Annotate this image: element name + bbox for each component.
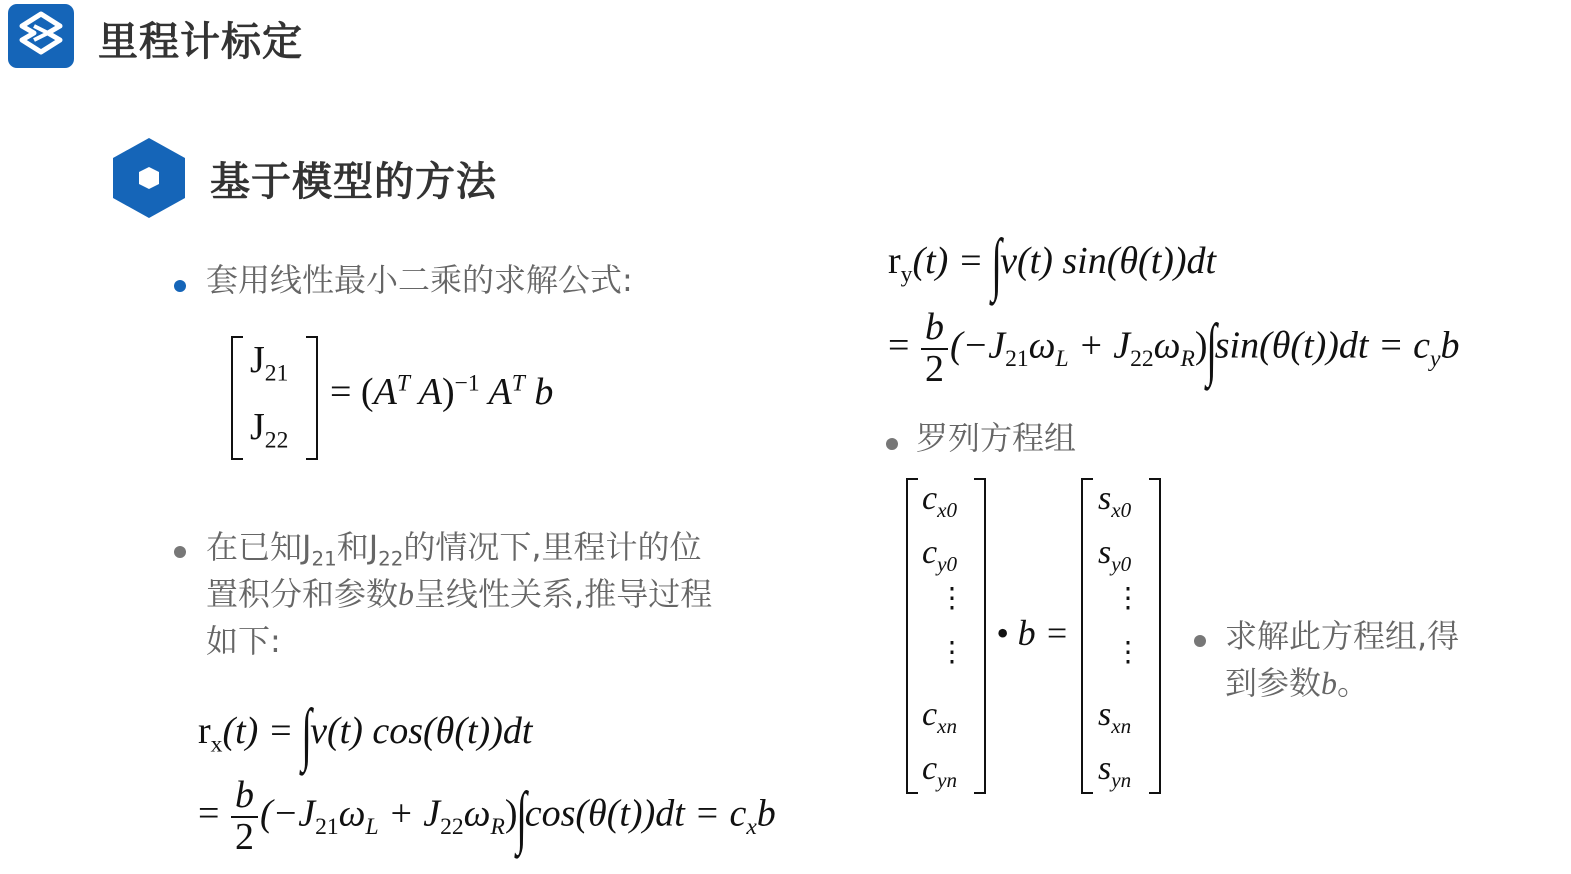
c-matrix-bracket-right: [974, 478, 986, 794]
c-x0: $c_{x0}$: [922, 480, 957, 522]
logo-icon: [8, 4, 74, 68]
matrix-equals: • b =: [996, 613, 1069, 653]
c-vdots-1: ⋮: [938, 583, 966, 614]
bullet-dot: [174, 546, 186, 558]
bullet-system-text: 罗列方程组: [916, 419, 1077, 457]
bullet-dot: [174, 280, 186, 292]
s-yn: $s_{yn}$: [1098, 750, 1132, 792]
ls-formula-rhs: = ($A^T$ A)$^{-1}$ $A^T$ b: [330, 370, 554, 413]
s-y0: $s_{y0}$: [1098, 534, 1132, 576]
bullet-ls-formula-text: 套用线性最小二乘的求解公式:: [206, 261, 633, 299]
s-xn: $s_{xn}$: [1098, 696, 1132, 738]
rx-formula-line1: $r_x(t) = \int v(t)$ cos(θ(t))dt: [198, 696, 533, 773]
bullet-dot: [1194, 635, 1206, 647]
bullet-derivation-text: 在已知$J_{21}$和$J_{22}$的情况下,里程计的位 置积分和参数b呈线性关系,推导过程 如下:: [206, 528, 713, 660]
s-matrix-bracket-right: [1149, 478, 1161, 794]
bullet-dot: [886, 438, 898, 450]
s-matrix-bracket-left: [1081, 478, 1093, 794]
c-matrix-bracket-left: [906, 478, 918, 794]
matrix-bracket-left: [231, 336, 243, 460]
s-x0: $s_{x0}$: [1098, 480, 1132, 522]
c-xn: $c_{xn}$: [922, 696, 957, 738]
j22-entry: $J_{22}$: [250, 406, 289, 454]
ry-formula-line1: $r_y(t) = \int v(t)$ sin(θ(t))dt: [888, 226, 1217, 303]
rx-formula-line2: = $\frac{b}{2}$ $(-J_{21}\omega_L + J_{22}\omega_R)\int\cos(\theta(t))dt = c_xb$: [198, 774, 776, 858]
c-vdots-2: ⋮: [938, 637, 966, 668]
section-title: 基于模型的方法: [210, 159, 497, 205]
s-vdots-1: ⋮: [1114, 583, 1142, 614]
ry-formula-line2: = $\frac{b}{2}$ $(-J_{21}\omega_L + J_{22}\omega_R)\int\sin(\theta(t))dt = c_yb$: [888, 306, 1460, 390]
s-vdots-2: ⋮: [1114, 637, 1142, 668]
c-y0: $c_{y0}$: [922, 534, 957, 576]
bullet-solve-text: 求解此方程组,得 到参数b。: [1225, 617, 1460, 702]
j21-entry: $J_{21}$: [250, 339, 289, 387]
matrix-bracket-right: [306, 336, 318, 460]
page-title: 里程计标定: [98, 19, 303, 65]
c-yn: $c_{yn}$: [922, 750, 957, 792]
hexagon-icon: [111, 136, 187, 224]
